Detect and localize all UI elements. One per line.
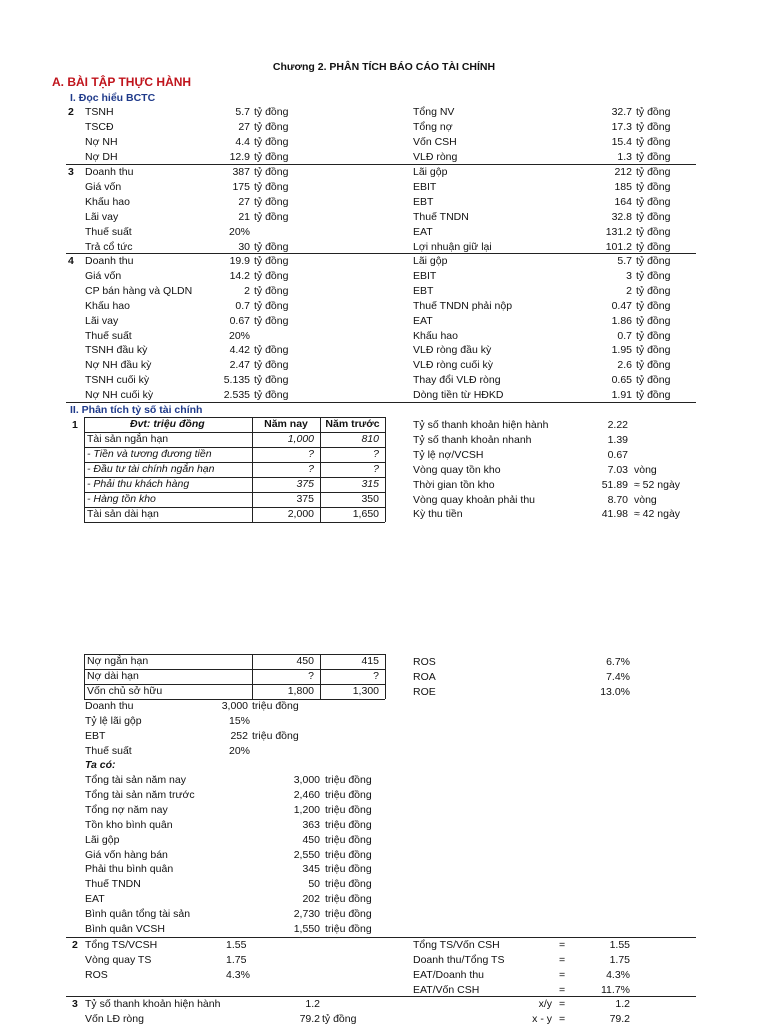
- item-label: Nợ NH: [85, 135, 118, 148]
- item-unit: tỷ đồng: [254, 299, 289, 312]
- computed-unit: triệu đồng: [325, 774, 372, 786]
- ratio-value: 1.39: [607, 433, 628, 446]
- item-value: 5.135: [223, 374, 250, 387]
- exercise-number: 3: [68, 166, 74, 178]
- item-unit: tỷ đồng: [254, 150, 289, 163]
- computed-value: 345: [302, 863, 320, 876]
- item-label: Thuế suất: [85, 225, 132, 238]
- table-row-label: Nợ dài hạn: [87, 670, 139, 682]
- computed-unit: triệu đồng: [325, 893, 372, 906]
- item-label: Thuế suất: [85, 329, 132, 342]
- item-unit: tỷ đồng: [254, 284, 289, 297]
- item-unit: tỷ đồng: [254, 344, 289, 357]
- section-a-heading: A. BÀI TẬP THỰC HÀNH: [52, 75, 192, 89]
- given-value: 252: [230, 729, 248, 742]
- formula-value: 11.7%: [601, 983, 630, 996]
- result-value: 5.7: [617, 255, 632, 267]
- computed-label: Tổng tài sản năm nay: [85, 774, 186, 786]
- item-label: Doanh thu: [85, 255, 134, 267]
- computed-label: Bình quân tổng tài sản: [85, 908, 191, 921]
- ratio-unit: vòng: [634, 493, 657, 506]
- exercise-number: 2: [68, 106, 74, 118]
- table-cell-last-year: 1,300: [352, 685, 379, 697]
- column-header-this-year: Năm nay: [264, 418, 308, 430]
- equals-sign: =: [559, 953, 566, 966]
- result-unit: tỷ đồng: [636, 120, 671, 133]
- item-label: Nợ DH: [85, 150, 118, 163]
- ratio-unit: ≈ 42 ngày: [634, 508, 681, 521]
- result-label: EBT: [413, 284, 434, 297]
- result-label: Vốn CSH: [413, 135, 457, 148]
- computed-unit: triệu đồng: [325, 833, 372, 846]
- table-grid-line: [84, 507, 385, 508]
- computed-unit: triệu đồng: [325, 803, 372, 816]
- table-grid-line: [84, 492, 385, 493]
- item-label: Khấu hao: [85, 195, 130, 208]
- equals-sign: =: [559, 939, 566, 951]
- table-row-label: Vốn chủ sở hữu: [87, 685, 163, 697]
- ratio-label: Vòng quay tồn kho: [413, 463, 501, 476]
- result-label: EAT: [413, 225, 433, 238]
- formula-label: x/y: [538, 998, 552, 1010]
- given-label: Thuế suất: [85, 744, 132, 757]
- result-value: 0.47: [611, 299, 632, 312]
- item-label: Vốn LĐ ròng: [85, 1012, 144, 1025]
- given-label: Doanh thu: [85, 700, 134, 712]
- result-unit: tỷ đồng: [636, 210, 671, 223]
- exercise-number: 4: [68, 255, 74, 267]
- formula-label: EAT/Vốn CSH: [413, 983, 480, 996]
- table-row-label: - Đầu tư tài chính ngắn hạn: [87, 463, 215, 475]
- table-cell-this-year: 450: [296, 655, 314, 667]
- ratio-value: 41.98: [601, 508, 628, 521]
- item-label: TSNH: [85, 106, 114, 118]
- item-value: 1.75: [226, 953, 247, 966]
- result-value: 3: [626, 269, 632, 282]
- result-value: 32.7: [611, 106, 632, 118]
- ratio-value: 51.89: [601, 478, 628, 491]
- ratio-value: 8.70: [607, 493, 628, 506]
- table-grid-line: [385, 654, 386, 699]
- ratio-label: ROE: [413, 685, 436, 698]
- table-cell-this-year: ?: [308, 448, 314, 460]
- item-value: 79.2: [299, 1012, 320, 1025]
- result-label: VLĐ ròng cuối kỳ: [413, 359, 493, 372]
- question-number: 2: [72, 939, 78, 951]
- given-unit: triệu đồng: [252, 729, 299, 742]
- item-value: 14.2: [229, 269, 250, 282]
- formula-value: 1.55: [609, 939, 630, 951]
- computed-unit: triệu đồng: [325, 863, 372, 876]
- table-grid-line: [84, 477, 385, 478]
- table-grid-line: [84, 417, 385, 418]
- table-grid-line: [84, 447, 385, 448]
- item-value: 2: [244, 284, 250, 297]
- item-label: Tổng TS/VCSH: [85, 939, 158, 951]
- table-cell-last-year: ?: [373, 670, 379, 682]
- table-cell-this-year: 1,800: [287, 685, 314, 697]
- equals-sign: =: [559, 983, 566, 996]
- item-value: 20%: [228, 225, 250, 238]
- ratio-value: 6.7%: [606, 656, 630, 668]
- table-grid-line: [252, 417, 253, 522]
- table-grid-line: [320, 654, 321, 699]
- ratio-label: Tỷ lệ nợ/VCSH: [413, 448, 484, 461]
- ratio-unit: ≈ 52 ngày: [634, 478, 681, 491]
- result-label: Tổng nợ: [413, 120, 453, 133]
- result-unit: tỷ đồng: [636, 106, 671, 118]
- table-cell-this-year: 2,000: [287, 508, 314, 520]
- formula-value: 1.75: [609, 953, 630, 966]
- ratio-value: 0.67: [607, 448, 628, 461]
- computed-label: Tồn kho bình quân: [85, 818, 173, 831]
- question-number: 1: [72, 419, 78, 431]
- item-value: 2.47: [229, 359, 250, 372]
- table-grid-line: [84, 669, 385, 670]
- result-label: Lãi gộp: [413, 166, 448, 178]
- item-value: 175: [232, 180, 250, 193]
- table-grid-line: [84, 654, 85, 699]
- part-1-heading: I. Đọc hiểu BCTC: [70, 92, 156, 104]
- result-unit: tỷ đồng: [636, 284, 671, 297]
- table-row-label: - Phải thu khách hàng: [87, 478, 190, 490]
- item-label: TSNH đầu kỳ: [85, 344, 148, 357]
- item-value: 19.9: [229, 255, 250, 267]
- computed-unit: triệu đồng: [325, 878, 372, 891]
- computed-value: 450: [302, 833, 320, 846]
- computed-value: 2,460: [293, 788, 320, 801]
- item-value: 0.7: [235, 299, 250, 312]
- item-label: Giá vốn: [85, 180, 122, 193]
- computed-value: 3,000: [293, 774, 320, 786]
- result-value: 1.3: [617, 150, 632, 163]
- ratio-label: ROS: [413, 656, 436, 668]
- table-cell-last-year: 1,650: [352, 508, 379, 520]
- result-label: Khấu hao: [413, 329, 458, 342]
- result-label: Dòng tiền từ HĐKD: [413, 389, 504, 402]
- result-label: VLĐ ròng đầu kỳ: [413, 344, 492, 357]
- result-unit: tỷ đồng: [636, 225, 671, 238]
- computed-label: EAT: [85, 893, 105, 906]
- item-unit: tỷ đồng: [254, 240, 289, 253]
- question-number: 3: [72, 998, 78, 1010]
- formula-label: EAT/Doanh thu: [413, 968, 485, 981]
- ratio-label: Kỳ thu tiền: [413, 508, 463, 521]
- table-grid-line: [84, 684, 385, 685]
- result-label: EAT: [413, 314, 433, 327]
- result-unit: tỷ đồng: [636, 329, 671, 342]
- result-unit: tỷ đồng: [636, 269, 671, 282]
- computed-value: 1,550: [293, 923, 320, 935]
- item-unit: tỷ đồng: [254, 135, 289, 148]
- computed-label: Phải thu bình quân: [85, 863, 174, 876]
- item-label: Giá vốn: [85, 269, 122, 282]
- ratio-label: Thời gian tồn kho: [413, 478, 495, 491]
- item-label: Lãi vay: [85, 314, 119, 327]
- computed-value: 2,550: [293, 848, 320, 861]
- table-cell-this-year: ?: [308, 670, 314, 682]
- equals-sign: =: [559, 998, 566, 1010]
- table-cell-last-year: 810: [361, 433, 379, 445]
- item-unit: tỷ đồng: [254, 359, 289, 372]
- item-label: Trả cổ tức: [85, 240, 133, 253]
- computed-unit: triệu đồng: [325, 788, 372, 801]
- item-unit: tỷ đồng: [254, 269, 289, 282]
- table-row-label: - Tiền và tương đương tiền: [87, 448, 212, 460]
- computed-value: 50: [308, 878, 320, 891]
- item-value: 21: [238, 210, 250, 223]
- table-grid-line: [84, 522, 385, 523]
- given-value: 20%: [229, 744, 251, 757]
- result-value: 164: [614, 195, 632, 208]
- formula-value: 79.2: [609, 1012, 630, 1025]
- result-value: 101.2: [605, 240, 632, 253]
- item-unit: tỷ đồng: [254, 374, 289, 387]
- computed-value: 1,200: [293, 803, 320, 816]
- item-label: CP bán hàng và QLDN: [85, 284, 193, 297]
- computed-label: Bình quân VCSH: [85, 923, 165, 935]
- item-unit: tỷ đồng: [322, 1012, 357, 1025]
- given-value: 15%: [229, 714, 251, 727]
- result-unit: tỷ đồng: [636, 135, 671, 148]
- result-value: 131.2: [605, 225, 632, 238]
- item-label: Nợ NH đầu kỳ: [85, 359, 152, 372]
- item-unit: tỷ đồng: [254, 255, 289, 267]
- result-value: 1.91: [611, 389, 632, 402]
- item-unit: tỷ đồng: [254, 314, 289, 327]
- item-value: 4.42: [229, 344, 250, 357]
- computed-label: Lãi gộp: [85, 833, 120, 846]
- computed-label: Thuế TNDN: [85, 878, 141, 891]
- item-unit: tỷ đồng: [254, 106, 289, 118]
- given-label: EBT: [85, 729, 106, 742]
- item-unit: tỷ đồng: [254, 195, 289, 208]
- result-unit: tỷ đồng: [636, 344, 671, 357]
- table-unit-header: Đvt: triệu đồng: [130, 418, 205, 430]
- computed-unit: triệu đồng: [325, 923, 372, 935]
- item-label: Doanh thu: [85, 166, 134, 178]
- item-unit: tỷ đồng: [254, 120, 289, 133]
- item-label: Vòng quay TS: [85, 953, 152, 966]
- result-unit: tỷ đồng: [636, 195, 671, 208]
- ratio-unit: vòng: [634, 463, 657, 476]
- table-row-label: Nợ ngắn hạn: [87, 655, 149, 667]
- table-cell-last-year: 350: [361, 493, 379, 505]
- table-cell-this-year: ?: [308, 463, 314, 475]
- column-header-last-year: Năm trước: [325, 418, 380, 430]
- computed-unit: triệu đồng: [325, 908, 372, 921]
- table-grid-line: [84, 462, 385, 463]
- result-unit: tỷ đồng: [636, 389, 671, 402]
- table-grid-line: [252, 654, 253, 699]
- result-label: Thuế TNDN phải nộp: [413, 299, 513, 312]
- result-unit: tỷ đồng: [636, 180, 671, 193]
- result-unit: tỷ đồng: [636, 240, 671, 253]
- item-unit: tỷ đồng: [254, 180, 289, 193]
- result-label: Tổng NV: [413, 106, 455, 118]
- ratio-value: 7.03: [607, 463, 628, 476]
- item-value: 1.2: [305, 998, 320, 1010]
- result-label: VLĐ ròng: [413, 150, 458, 163]
- table-row-label: Tài sản dài hạn: [87, 508, 159, 520]
- result-value: 0.65: [611, 374, 632, 387]
- ratio-label: Tỷ số thanh khoản hiện hành: [413, 419, 549, 431]
- table-cell-last-year: ?: [373, 463, 379, 475]
- item-label: ROS: [85, 968, 108, 981]
- computed-label: Tổng nợ năm nay: [85, 803, 168, 816]
- result-unit: tỷ đồng: [636, 150, 671, 163]
- table-row-label: - Hàng tồn kho: [87, 493, 156, 505]
- result-label: Thay đổi VLĐ ròng: [413, 374, 501, 387]
- item-value: 30: [238, 240, 250, 253]
- table-cell-this-year: 375: [296, 493, 314, 505]
- item-value: 2.535: [223, 389, 250, 402]
- given-value: 3,000: [221, 700, 248, 712]
- formula-label: Doanh thu/Tổng TS: [413, 953, 505, 966]
- item-value: 4.4: [235, 135, 250, 148]
- item-unit: tỷ đồng: [254, 166, 289, 178]
- result-value: 17.3: [611, 120, 632, 133]
- result-unit: tỷ đồng: [636, 359, 671, 372]
- result-value: 1.95: [611, 344, 632, 357]
- result-value: 1.86: [611, 314, 632, 327]
- result-value: 15.4: [611, 135, 632, 148]
- formula-label: x - y: [532, 1012, 552, 1025]
- result-label: EBT: [413, 195, 434, 208]
- table-cell-this-year: 1,000: [287, 433, 314, 445]
- formula-value: 1.2: [615, 998, 630, 1010]
- table-cell-last-year: 415: [361, 655, 379, 667]
- result-value: 2: [626, 284, 632, 297]
- computed-unit: triệu đồng: [325, 818, 372, 831]
- item-value: 4.3%: [226, 968, 250, 981]
- table-grid-line: [84, 654, 385, 655]
- ratio-label: Vòng quay khoản phải thu: [413, 493, 536, 506]
- item-value: 20%: [228, 329, 250, 342]
- result-value: 2.6: [617, 359, 632, 372]
- given-label: Tỷ lệ lãi gộp: [85, 714, 142, 727]
- table-cell-last-year: ?: [373, 448, 379, 460]
- item-label: Nợ NH cuối kỳ: [85, 389, 154, 402]
- result-unit: tỷ đồng: [636, 166, 671, 178]
- computed-value: 363: [302, 818, 320, 831]
- computed-value: 202: [302, 893, 320, 906]
- item-value: 27: [238, 120, 250, 133]
- result-label: Lợi nhuận giữ lại: [413, 240, 492, 253]
- table-grid-line: [385, 417, 386, 522]
- result-label: EBIT: [413, 269, 437, 282]
- result-unit: tỷ đồng: [636, 374, 671, 387]
- result-label: Lãi gộp: [413, 255, 448, 267]
- ratio-label: ROA: [413, 670, 436, 683]
- result-value: 0.7: [617, 329, 632, 342]
- ratio-value: 2.22: [607, 419, 628, 431]
- item-label: Tỷ số thanh khoản hiện hành: [85, 998, 221, 1010]
- item-unit: tỷ đồng: [254, 389, 289, 402]
- table-cell-last-year: 315: [361, 478, 379, 490]
- result-value: 185: [614, 180, 632, 193]
- item-unit: tỷ đồng: [254, 210, 289, 223]
- part-2-heading: II. Phân tích tỷ số tài chính: [70, 404, 203, 416]
- formula-label: Tổng TS/Vốn CSH: [413, 939, 500, 951]
- item-value: 27: [238, 195, 250, 208]
- equals-sign: =: [559, 1012, 566, 1025]
- we-have-label: Ta có:: [85, 759, 116, 771]
- item-label: TSCĐ: [85, 120, 114, 133]
- given-unit: triệu đồng: [252, 700, 299, 712]
- result-value: 32.8: [611, 210, 632, 223]
- result-unit: tỷ đồng: [636, 314, 671, 327]
- item-label: Khấu hao: [85, 299, 130, 312]
- result-label: EBIT: [413, 180, 437, 193]
- equals-sign: =: [559, 968, 566, 981]
- table-grid-line: [84, 432, 385, 433]
- page-title: Chương 2. PHÂN TÍCH BÁO CÁO TÀI CHÍNH: [272, 61, 496, 73]
- ratio-label: Tỷ số thanh khoản nhanh: [413, 433, 532, 446]
- result-unit: tỷ đồng: [636, 255, 671, 267]
- table-grid-line: [84, 417, 85, 522]
- result-value: 212: [614, 166, 632, 178]
- item-label: TSNH cuối kỳ: [85, 374, 150, 387]
- computed-value: 2,730: [293, 908, 320, 921]
- item-value: 0.67: [229, 314, 250, 327]
- item-value: 12.9: [229, 150, 250, 163]
- computed-label: Tổng tài sản năm trước: [85, 788, 195, 801]
- item-value: 1.55: [226, 939, 247, 951]
- ratio-value: 13.0%: [600, 685, 630, 698]
- table-grid-line: [320, 417, 321, 522]
- item-label: Lãi vay: [85, 210, 119, 223]
- item-value: 387: [232, 166, 250, 178]
- table-row-label: Tài sản ngắn hạn: [87, 433, 169, 445]
- item-value: 5.7: [235, 106, 250, 118]
- result-unit: tỷ đồng: [636, 299, 671, 312]
- computed-unit: triệu đồng: [325, 848, 372, 861]
- formula-value: 4.3%: [606, 968, 630, 981]
- table-cell-this-year: 375: [296, 478, 314, 490]
- result-label: Thuế TNDN: [413, 210, 469, 223]
- ratio-value: 7.4%: [606, 670, 630, 683]
- computed-label: Giá vốn hàng bán: [85, 848, 168, 861]
